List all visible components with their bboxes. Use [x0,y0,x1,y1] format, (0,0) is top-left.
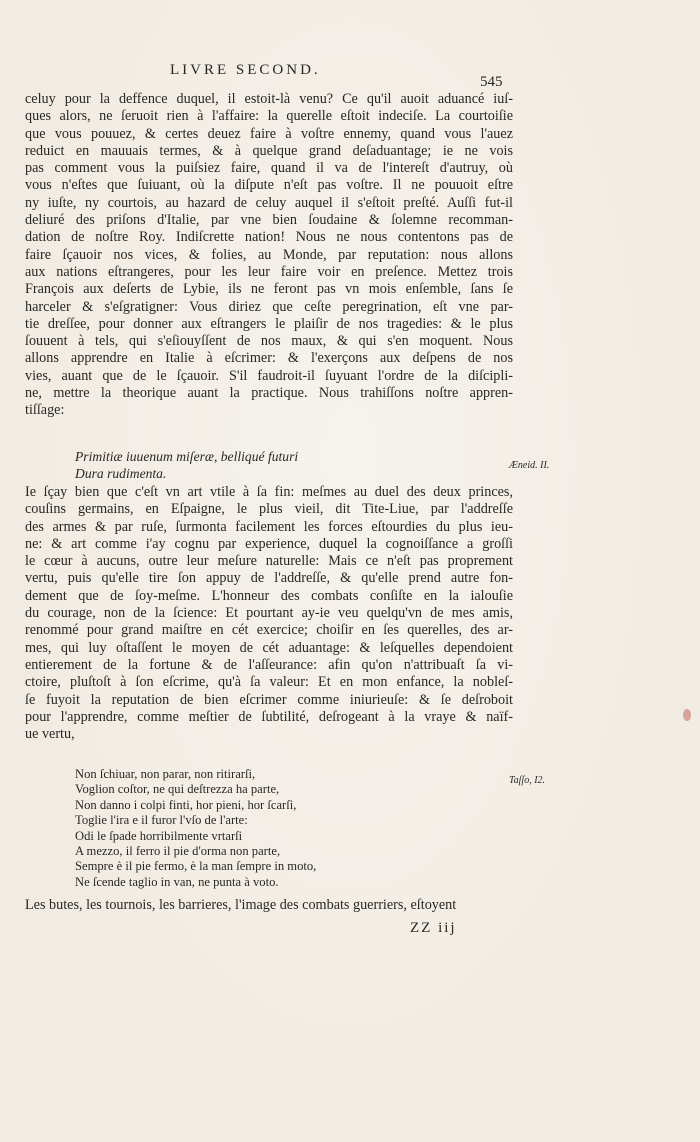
text-line: tiſſage: [25,402,65,419]
signature-mark: ZZ iij [410,920,457,936]
verse-line: Odi le ſpade horribilmente vrtarſi [75,828,243,843]
verse-line: Voglion coſtor, ne qui deſtrezza ha parte, [75,782,280,797]
text-line: ſouuent à tels, qui s'eſiouyſſent de nos maux, & qui s'en moquent. Nous [25,333,513,350]
paragraph-1 [25,91,513,420]
text-line: le cœur à aucuns, outre leur meſure naturelle: Mais ce n'eſt pas proprement [25,553,513,570]
paragraph-2 [25,484,513,743]
text-line: aux nations eſtrangeres, pour les leur faire voir en preſence. Mettez trois [25,263,513,280]
text-line: celuy pour la deffence duquel, il estoit-là venu? Ce qu'il auoit aduancé iuſ- [25,91,513,107]
text-line: vies, auant que de le ſçauoir. S'il faudroit-il ſuyuant l'ordre de la diſcipli- [25,367,513,384]
text-line: pas comment vous la puiſsiez faire, quand il va de l'intereſt d'autruy, où [25,160,513,177]
verse-line: Toglie l'ira e il furor l'vſo de l'arte: [75,813,248,828]
text-line: ctoire, pluſtoſt à ſon eſcrime, qu'à ſa valeur: Et en mon enfance, la nobleſ- [25,674,513,691]
text-line: entierement de la fortune & de l'aſſeurance: afin qu'on n'attribuaſt ſa vi- [25,656,513,673]
margin-note-tasso: Taſſo, I2. [509,775,546,786]
text-line: vous n'eſtes que ſuiuant, où la diſpute n'eſt pas voſtre. Il ne pouuoit eſtre [25,177,513,194]
text-line: ques alors, ne ſeruoit rien à l'affaire: la querelle eſtoit indeciſe. La courtoiſie [25,108,513,125]
text-line: du courage, non de la ſcience: Et pourtant ay-ie veu quelqu'vn de mes amis, [25,605,513,622]
margin-note-aeneid: Æneid. II. [509,460,550,471]
text-line: dation de noſtre Roy. Indiſcrette nation! Nous ne nous contentons pas de [25,229,513,246]
text-line: vertu, puis qu'elle tire ſon appuy de l'addreſſe, & qu'elle prend autre fon- [25,570,513,587]
text-line: allons apprendre en Italie à eſcrimer: & l'exerçons aux deſpens de nos [25,350,513,367]
text-line: ny iuſte, ny courtois, au hazard de celuy auquel il s'eſtoit preſté. Auſſi fut-il [25,194,513,211]
text-line: deliuré des priſons d'Italie, par vne bien ſoudaine & ſolemne recomman- [25,212,513,229]
text-line: dement que de ſoy-meſme. L'honneur des combats conſiſte en la ialouſie [25,587,513,604]
verse-line: Ne ſcende taglio in van, ne punta à voto. [75,874,279,889]
paper-stain [683,709,691,721]
latin-quotation [75,448,298,482]
closing-line [25,897,513,914]
text-line: Ie ſçay bien que c'eſt vn art vtile à ſa fin: meſmes au duel des deux princes, [25,484,513,500]
text-line: faire ſçauoir nos vices, & folies, au Monde, par reputation: nous allons [25,246,513,263]
text-line: François aux deſerts de Lybie, ils ne feront pas vn mois enſemble, ſans ſe [25,281,513,298]
text-line: ne: & art comme i'ay cognu par experience, duquel la cognoiſſance a groſſi [25,535,513,552]
quote-line: Dura rudimenta. [75,466,167,482]
running-title: LIVRE SECOND. [170,62,321,78]
quote-line: Primitiæ iuuenum miſeræ, belliqué futuri [75,449,299,464]
text-line: mes, qui luy oſtaſſent le moyen de cét aduantage: & leſquelles dependoient [25,639,513,656]
text-line: des armes & par ruſe, ſurmonta facilement les forces eſtourdies du plus ieu- [25,518,513,535]
verse-line: Non danno i colpi finti, hor pieni, hor ſcarſi, [75,797,297,812]
verse-line: A mezzo, il ferro il pie d'orma non parte, [75,844,281,859]
text-line: ue vertu, [25,726,75,743]
text-line: couſins germains, en Eſpaigne, le plus vieil, dit Tite-Liue, par l'addreſſe [25,501,513,518]
verse-line: Sempre è il pie fermo, è la man ſempre in moto, [75,859,317,874]
text-line: pour l'apprendre, comme meſtier de ſubtilité, deſrogeant à la vraye & naïf- [25,708,513,725]
page-number: 545 [480,74,503,90]
text-line: Les butes, les tournois, les barrieres, l'image des combats guerriers, eſtoyent [25,897,457,913]
text-line: tie dreſſee, pour donner aux eſtrangers le plaiſir de nos tragedies: & le plus [25,315,513,332]
text-line: harceler & s'eſgratigner: Vous diriez que ceſte peregrination, eſt vne par- [25,298,513,315]
text-line: que vous pouuez, & certes deuez faire à voſtre ennemy, quand vous l'auez [25,125,513,142]
text-line: reduict en mauuais termes, & à quelque grand deſaduantage; ie ne vois [25,142,513,159]
verse-line: Non ſchiuar, non parar, non ritirarſi, [75,767,256,781]
text-line: ſe fuyoit la reputation de bien eſcrimer comme iniurieuſe: & ſe deſroboit [25,691,513,708]
text-line: renommé pour grand maiſtre en cét exercice; choiſir en ſes querelles, des ar- [25,622,513,639]
text-line: ne, mettre la theorique auant la practique. Nous trahiſſons noſtre appren- [25,385,513,402]
italian-verse [75,767,316,890]
